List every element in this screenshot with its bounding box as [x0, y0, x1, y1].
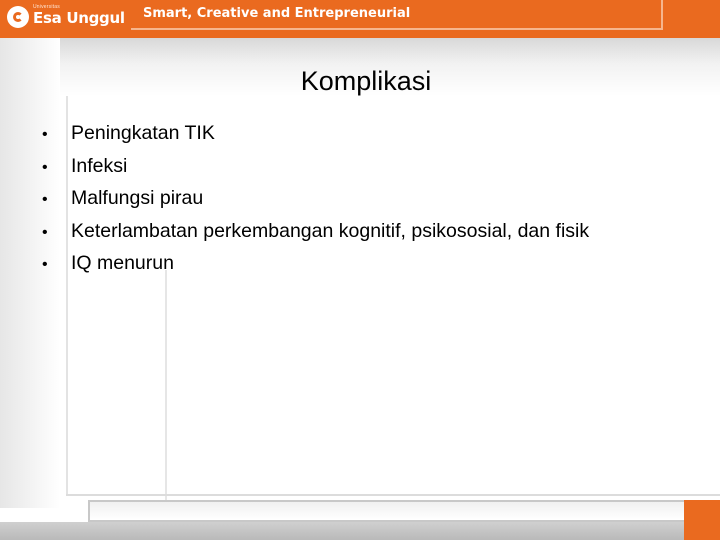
list-item: [42, 220, 589, 253]
list-item-text: Malfungsi pirau: [71, 187, 204, 209]
list-item: [42, 122, 589, 155]
tagline: Smart, Creative and Entrepreneurial: [143, 6, 411, 21]
decor-horizontal-line: [66, 494, 720, 496]
list-item-text: IQ menurun: [71, 252, 174, 274]
footer-base: [0, 522, 684, 540]
list-item: [42, 155, 589, 188]
logo-emblem-icon: [7, 6, 29, 28]
university-logo: [0, 0, 130, 38]
header-bar: [0, 0, 720, 38]
footer-orange-block: [684, 500, 720, 540]
tagline-box: [131, 0, 663, 30]
bullet-icon: •: [42, 126, 48, 143]
logo-small-text: Universitas: [33, 4, 60, 10]
decor-vertical-line-2: [165, 270, 167, 500]
bullet-icon: •: [42, 256, 48, 273]
bullet-icon: •: [42, 158, 48, 176]
footer-bar: [88, 500, 684, 522]
list-item-text: Infeksi: [71, 154, 128, 177]
list-item-text: Keterlambatan perkembangan kognitif, psikososial, dan fisik: [71, 219, 590, 242]
list-item: [42, 252, 589, 285]
slide-title: Komplikasi: [300, 66, 432, 96]
list-item-text: Peningkatan TIK: [71, 122, 215, 144]
bullet-icon: •: [42, 191, 48, 208]
bullet-icon: •: [42, 223, 48, 241]
logo-text: Esa Unggul: [33, 9, 125, 27]
bullet-list: [42, 122, 589, 285]
list-item: [42, 187, 589, 220]
